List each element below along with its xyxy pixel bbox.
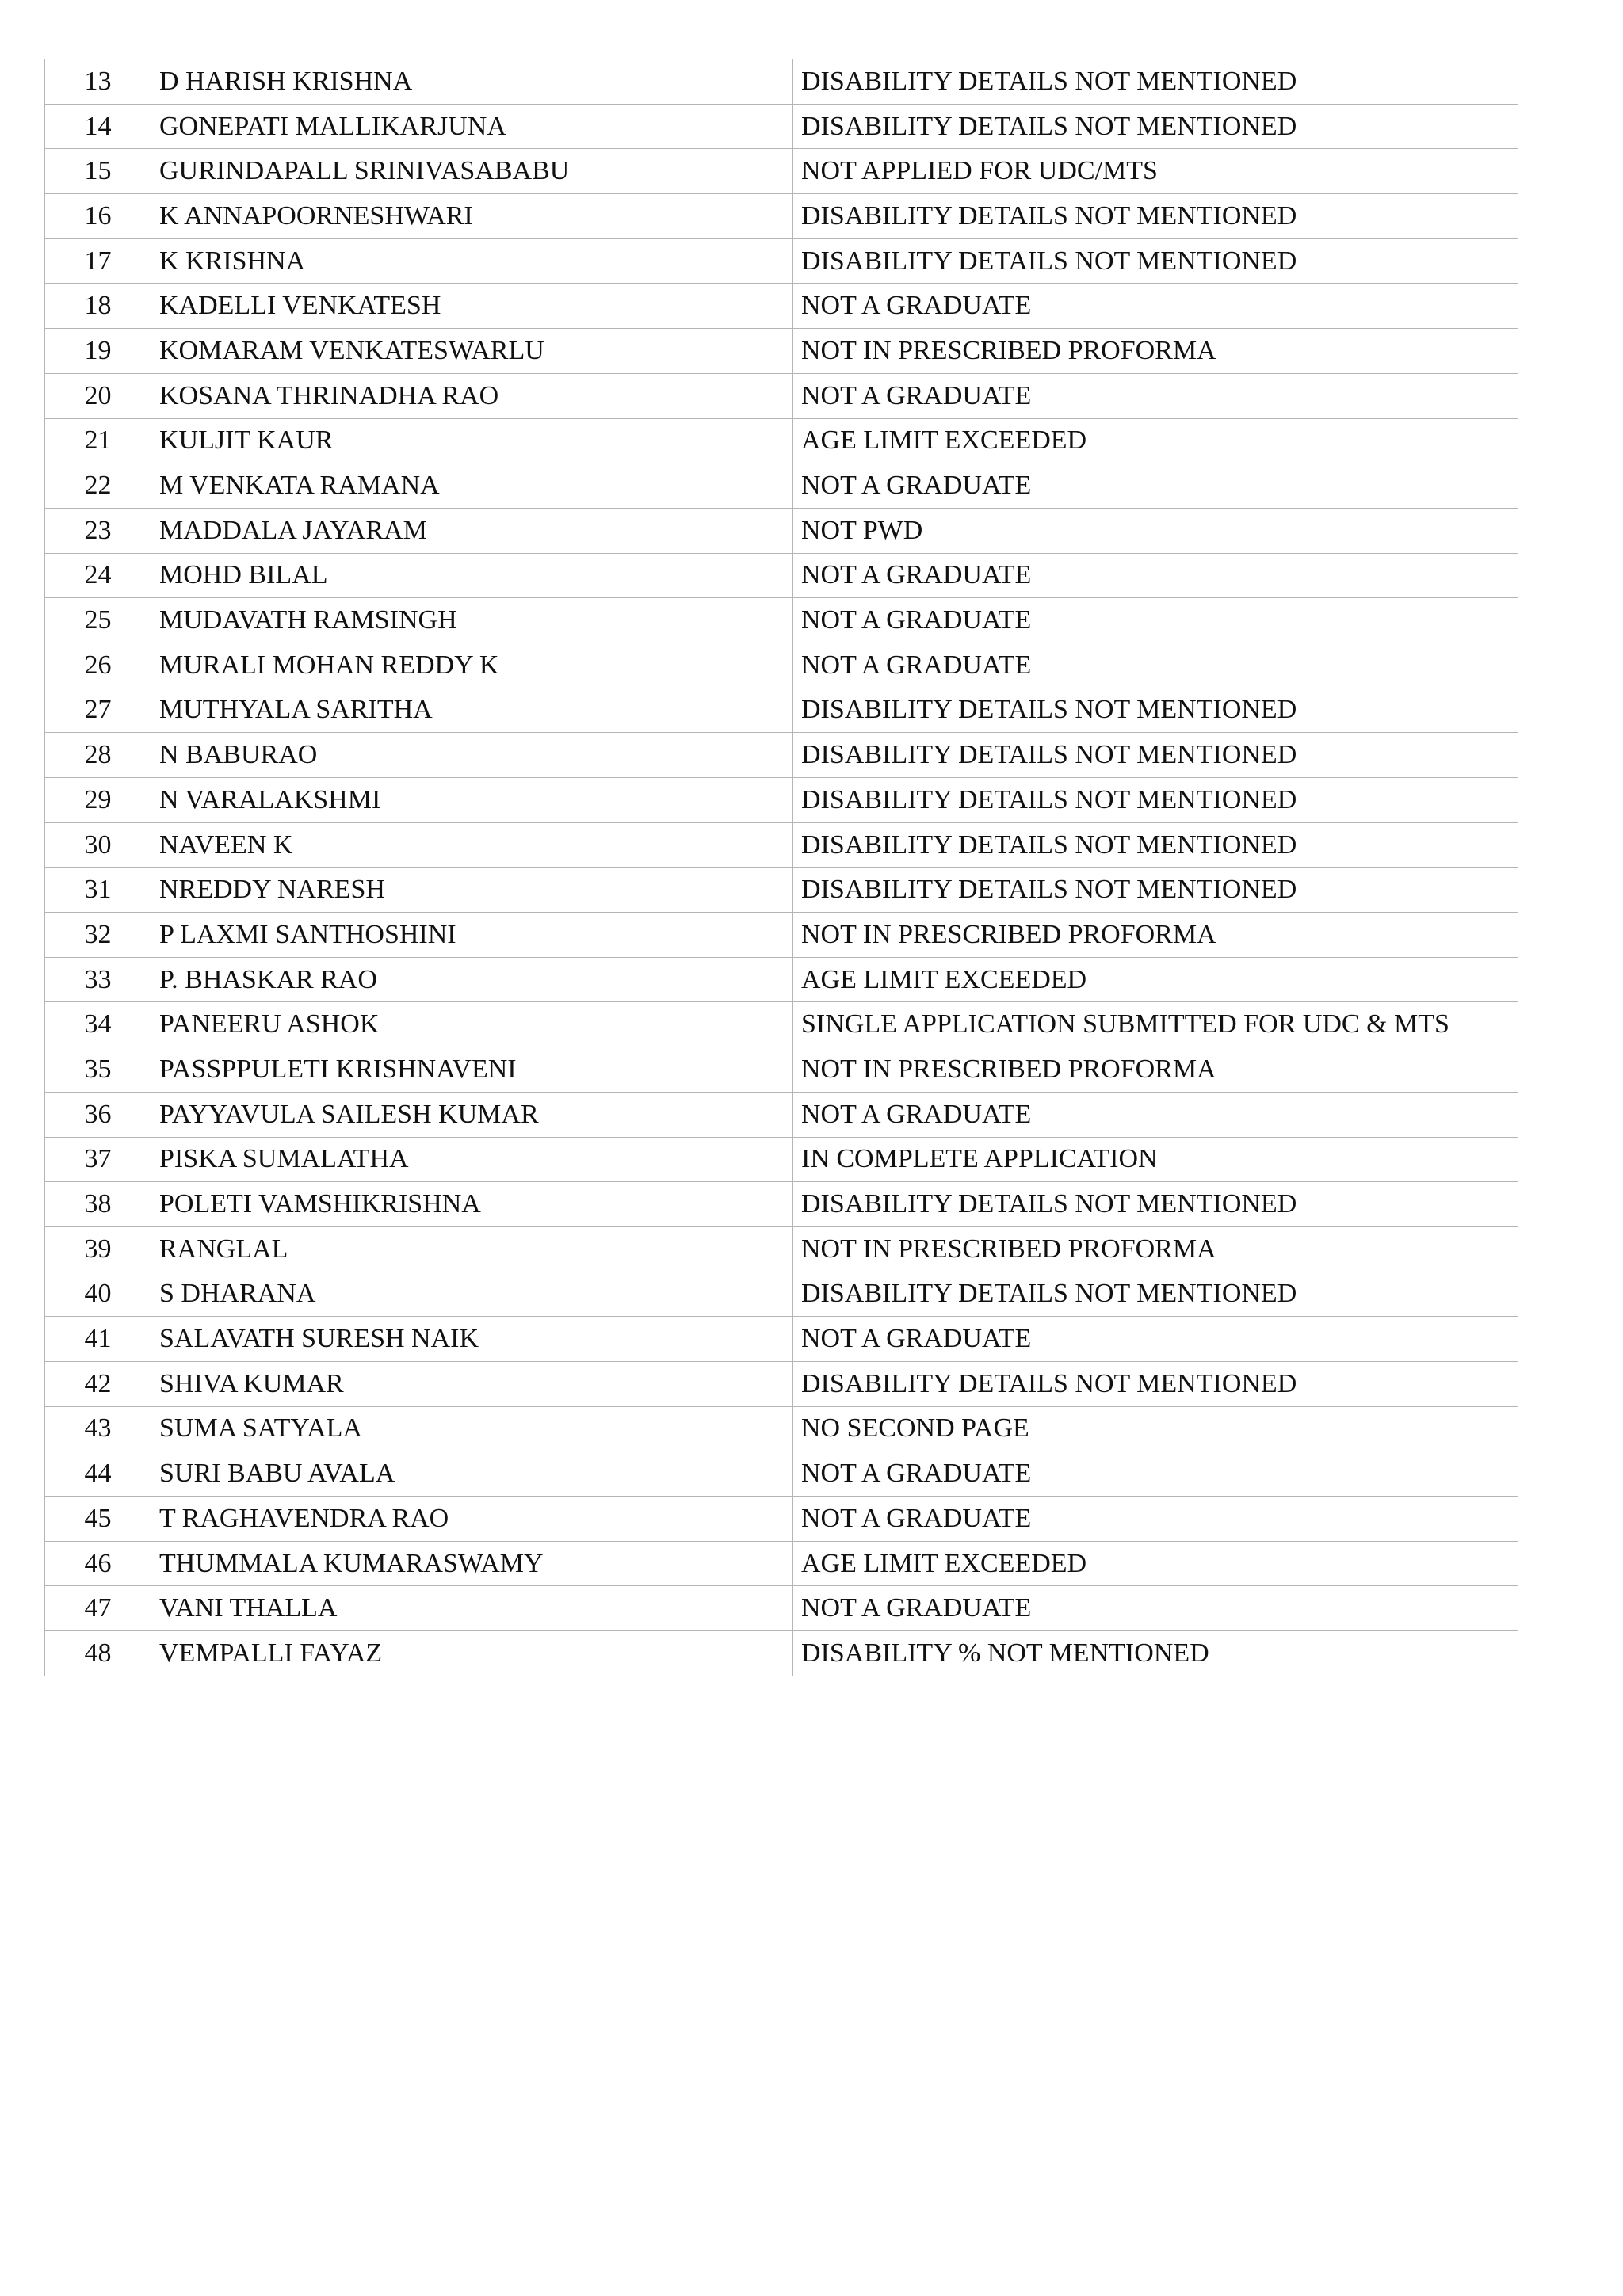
candidate-name-cell: PANEERU ASHOK (151, 1002, 793, 1047)
serial-number-cell: 18 (45, 284, 151, 329)
rejection-reason-cell: NOT A GRADUATE (793, 463, 1518, 509)
candidate-name-cell: RANGLAL (151, 1226, 793, 1272)
serial-number-cell: 35 (45, 1047, 151, 1093)
candidate-name-cell: MUDAVATH RAMSINGH (151, 598, 793, 643)
rejection-list-table (44, 59, 1518, 1676)
candidate-name-cell: KOSANA THRINADHA RAO (151, 373, 793, 418)
candidate-name-cell: POLETI VAMSHIKRISHNA (151, 1182, 793, 1227)
rejection-reason-cell: DISABILITY DETAILS NOT MENTIONED (793, 238, 1518, 284)
candidate-name-cell: D HARISH KRISHNA (151, 59, 793, 105)
serial-number-cell: 40 (45, 1272, 151, 1317)
candidate-name-cell: MADDALA JAYARAM (151, 508, 793, 553)
table-row (45, 1361, 1518, 1406)
candidate-name-cell: MOHD BILAL (151, 553, 793, 598)
table-row (45, 1002, 1518, 1047)
rejection-reason-cell: NOT IN PRESCRIBED PROFORMA (793, 913, 1518, 958)
table-row (45, 59, 1518, 105)
candidate-name-cell: MURALI MOHAN REDDY K (151, 643, 793, 688)
serial-number-cell: 36 (45, 1092, 151, 1137)
rejection-reason-cell: NOT A GRADUATE (793, 1317, 1518, 1362)
table-row (45, 329, 1518, 374)
rejection-reason-cell: NO SECOND PAGE (793, 1406, 1518, 1451)
serial-number-cell: 43 (45, 1406, 151, 1451)
rejection-reason-cell: NOT PWD (793, 508, 1518, 553)
candidate-name-cell: N VARALAKSHMI (151, 778, 793, 823)
table-row (45, 1406, 1518, 1451)
rejection-reason-cell: DISABILITY % NOT MENTIONED (793, 1631, 1518, 1676)
rejection-reason-cell: SINGLE APPLICATION SUBMITTED FOR UDC & MTS (793, 1002, 1518, 1047)
serial-number-cell: 15 (45, 149, 151, 194)
candidate-name-cell: K ANNAPOORNESHWARI (151, 194, 793, 239)
serial-number-cell: 30 (45, 822, 151, 868)
serial-number-cell: 20 (45, 373, 151, 418)
table-row (45, 1451, 1518, 1497)
table-row (45, 688, 1518, 733)
rejection-reason-cell: DISABILITY DETAILS NOT MENTIONED (793, 194, 1518, 239)
serial-number-cell: 13 (45, 59, 151, 105)
rejection-reason-cell: AGE LIMIT EXCEEDED (793, 957, 1518, 1002)
table-row (45, 1182, 1518, 1227)
table-row (45, 194, 1518, 239)
table-row (45, 104, 1518, 149)
candidate-name-cell: SURI BABU AVALA (151, 1451, 793, 1497)
candidate-name-cell: THUMMALA KUMARASWAMY (151, 1541, 793, 1586)
serial-number-cell: 25 (45, 598, 151, 643)
serial-number-cell: 37 (45, 1137, 151, 1182)
rejection-reason-cell: NOT A GRADUATE (793, 598, 1518, 643)
rejection-reason-cell: NOT A GRADUATE (793, 284, 1518, 329)
serial-number-cell: 39 (45, 1226, 151, 1272)
candidate-name-cell: K KRISHNA (151, 238, 793, 284)
serial-number-cell: 22 (45, 463, 151, 509)
serial-number-cell: 44 (45, 1451, 151, 1497)
rejection-reason-cell: DISABILITY DETAILS NOT MENTIONED (793, 1182, 1518, 1227)
serial-number-cell: 29 (45, 778, 151, 823)
rejection-reason-cell: NOT A GRADUATE (793, 373, 1518, 418)
table-row (45, 1631, 1518, 1676)
rejection-reason-cell: NOT A GRADUATE (793, 1092, 1518, 1137)
table-row (45, 1137, 1518, 1182)
serial-number-cell: 33 (45, 957, 151, 1002)
rejection-reason-cell: NOT A GRADUATE (793, 1586, 1518, 1631)
candidate-name-cell: VANI THALLA (151, 1586, 793, 1631)
table-row (45, 238, 1518, 284)
serial-number-cell: 14 (45, 104, 151, 149)
table-row (45, 508, 1518, 553)
rejection-reason-cell: AGE LIMIT EXCEEDED (793, 1541, 1518, 1586)
rejection-reason-cell: NOT APPLIED FOR UDC/MTS (793, 149, 1518, 194)
candidate-name-cell: KULJIT KAUR (151, 418, 793, 463)
candidate-name-cell: VEMPALLI FAYAZ (151, 1631, 793, 1676)
rejection-reason-cell: DISABILITY DETAILS NOT MENTIONED (793, 104, 1518, 149)
rejection-reason-cell: NOT A GRADUATE (793, 553, 1518, 598)
serial-number-cell: 24 (45, 553, 151, 598)
candidate-name-cell: NAVEEN K (151, 822, 793, 868)
rejection-reason-cell: AGE LIMIT EXCEEDED (793, 418, 1518, 463)
rejection-reason-cell: NOT A GRADUATE (793, 1451, 1518, 1497)
serial-number-cell: 34 (45, 1002, 151, 1047)
rejection-reason-cell: DISABILITY DETAILS NOT MENTIONED (793, 59, 1518, 105)
rejection-reason-cell: DISABILITY DETAILS NOT MENTIONED (793, 688, 1518, 733)
serial-number-cell: 26 (45, 643, 151, 688)
rejection-reason-cell: DISABILITY DETAILS NOT MENTIONED (793, 1361, 1518, 1406)
candidate-name-cell: P LAXMI SANTHOSHINI (151, 913, 793, 958)
table-row (45, 1541, 1518, 1586)
candidate-name-cell: SUMA SATYALA (151, 1406, 793, 1451)
table-row (45, 822, 1518, 868)
rejection-reason-cell: DISABILITY DETAILS NOT MENTIONED (793, 778, 1518, 823)
serial-number-cell: 48 (45, 1631, 151, 1676)
serial-number-cell: 23 (45, 508, 151, 553)
table-row (45, 1272, 1518, 1317)
rejection-reason-cell: NOT IN PRESCRIBED PROFORMA (793, 1047, 1518, 1093)
table-row (45, 1317, 1518, 1362)
serial-number-cell: 28 (45, 733, 151, 778)
candidate-name-cell: N BABURAO (151, 733, 793, 778)
rejection-reason-cell: NOT A GRADUATE (793, 643, 1518, 688)
candidate-name-cell: MUTHYALA SARITHA (151, 688, 793, 733)
candidate-name-cell: KADELLI VENKATESH (151, 284, 793, 329)
candidate-name-cell: PAYYAVULA SAILESH KUMAR (151, 1092, 793, 1137)
table-row (45, 868, 1518, 913)
serial-number-cell: 19 (45, 329, 151, 374)
candidate-name-cell: SALAVATH SURESH NAIK (151, 1317, 793, 1362)
table-row (45, 733, 1518, 778)
serial-number-cell: 27 (45, 688, 151, 733)
rejection-reason-cell: NOT IN PRESCRIBED PROFORMA (793, 329, 1518, 374)
table-body (45, 59, 1518, 1676)
candidate-name-cell: KOMARAM VENKATESWARLU (151, 329, 793, 374)
table-row (45, 957, 1518, 1002)
serial-number-cell: 32 (45, 913, 151, 958)
candidate-name-cell: M VENKATA RAMANA (151, 463, 793, 509)
candidate-name-cell: PISKA SUMALATHA (151, 1137, 793, 1182)
table-row (45, 1047, 1518, 1093)
candidate-name-cell: GONEPATI MALLIKARJUNA (151, 104, 793, 149)
rejection-reason-cell: NOT IN PRESCRIBED PROFORMA (793, 1226, 1518, 1272)
candidate-name-cell: PASSPPULETI KRISHNAVENI (151, 1047, 793, 1093)
serial-number-cell: 16 (45, 194, 151, 239)
candidate-name-cell: GURINDAPALL SRINIVASABABU (151, 149, 793, 194)
serial-number-cell: 38 (45, 1182, 151, 1227)
table-row (45, 373, 1518, 418)
rejection-reason-cell: DISABILITY DETAILS NOT MENTIONED (793, 733, 1518, 778)
table-row (45, 913, 1518, 958)
table-row (45, 284, 1518, 329)
table-row (45, 1586, 1518, 1631)
table-row (45, 1092, 1518, 1137)
serial-number-cell: 17 (45, 238, 151, 284)
rejection-reason-cell: IN COMPLETE APPLICATION (793, 1137, 1518, 1182)
serial-number-cell: 46 (45, 1541, 151, 1586)
candidate-name-cell: NREDDY NARESH (151, 868, 793, 913)
table-row (45, 1497, 1518, 1542)
candidate-name-cell: S DHARANA (151, 1272, 793, 1317)
table-row (45, 643, 1518, 688)
table-row (45, 553, 1518, 598)
serial-number-cell: 31 (45, 868, 151, 913)
serial-number-cell: 45 (45, 1497, 151, 1542)
table-row (45, 778, 1518, 823)
rejection-reason-cell: NOT A GRADUATE (793, 1497, 1518, 1542)
serial-number-cell: 21 (45, 418, 151, 463)
rejection-reason-cell: DISABILITY DETAILS NOT MENTIONED (793, 868, 1518, 913)
rejection-reason-cell: DISABILITY DETAILS NOT MENTIONED (793, 1272, 1518, 1317)
candidate-name-cell: T RAGHAVENDRA RAO (151, 1497, 793, 1542)
table-row (45, 463, 1518, 509)
candidate-name-cell: SHIVA KUMAR (151, 1361, 793, 1406)
table-row (45, 149, 1518, 194)
table-row (45, 598, 1518, 643)
rejection-reason-cell: DISABILITY DETAILS NOT MENTIONED (793, 822, 1518, 868)
serial-number-cell: 47 (45, 1586, 151, 1631)
serial-number-cell: 41 (45, 1317, 151, 1362)
serial-number-cell: 42 (45, 1361, 151, 1406)
table-row (45, 1226, 1518, 1272)
table-row (45, 418, 1518, 463)
candidate-name-cell: P. BHASKAR RAO (151, 957, 793, 1002)
